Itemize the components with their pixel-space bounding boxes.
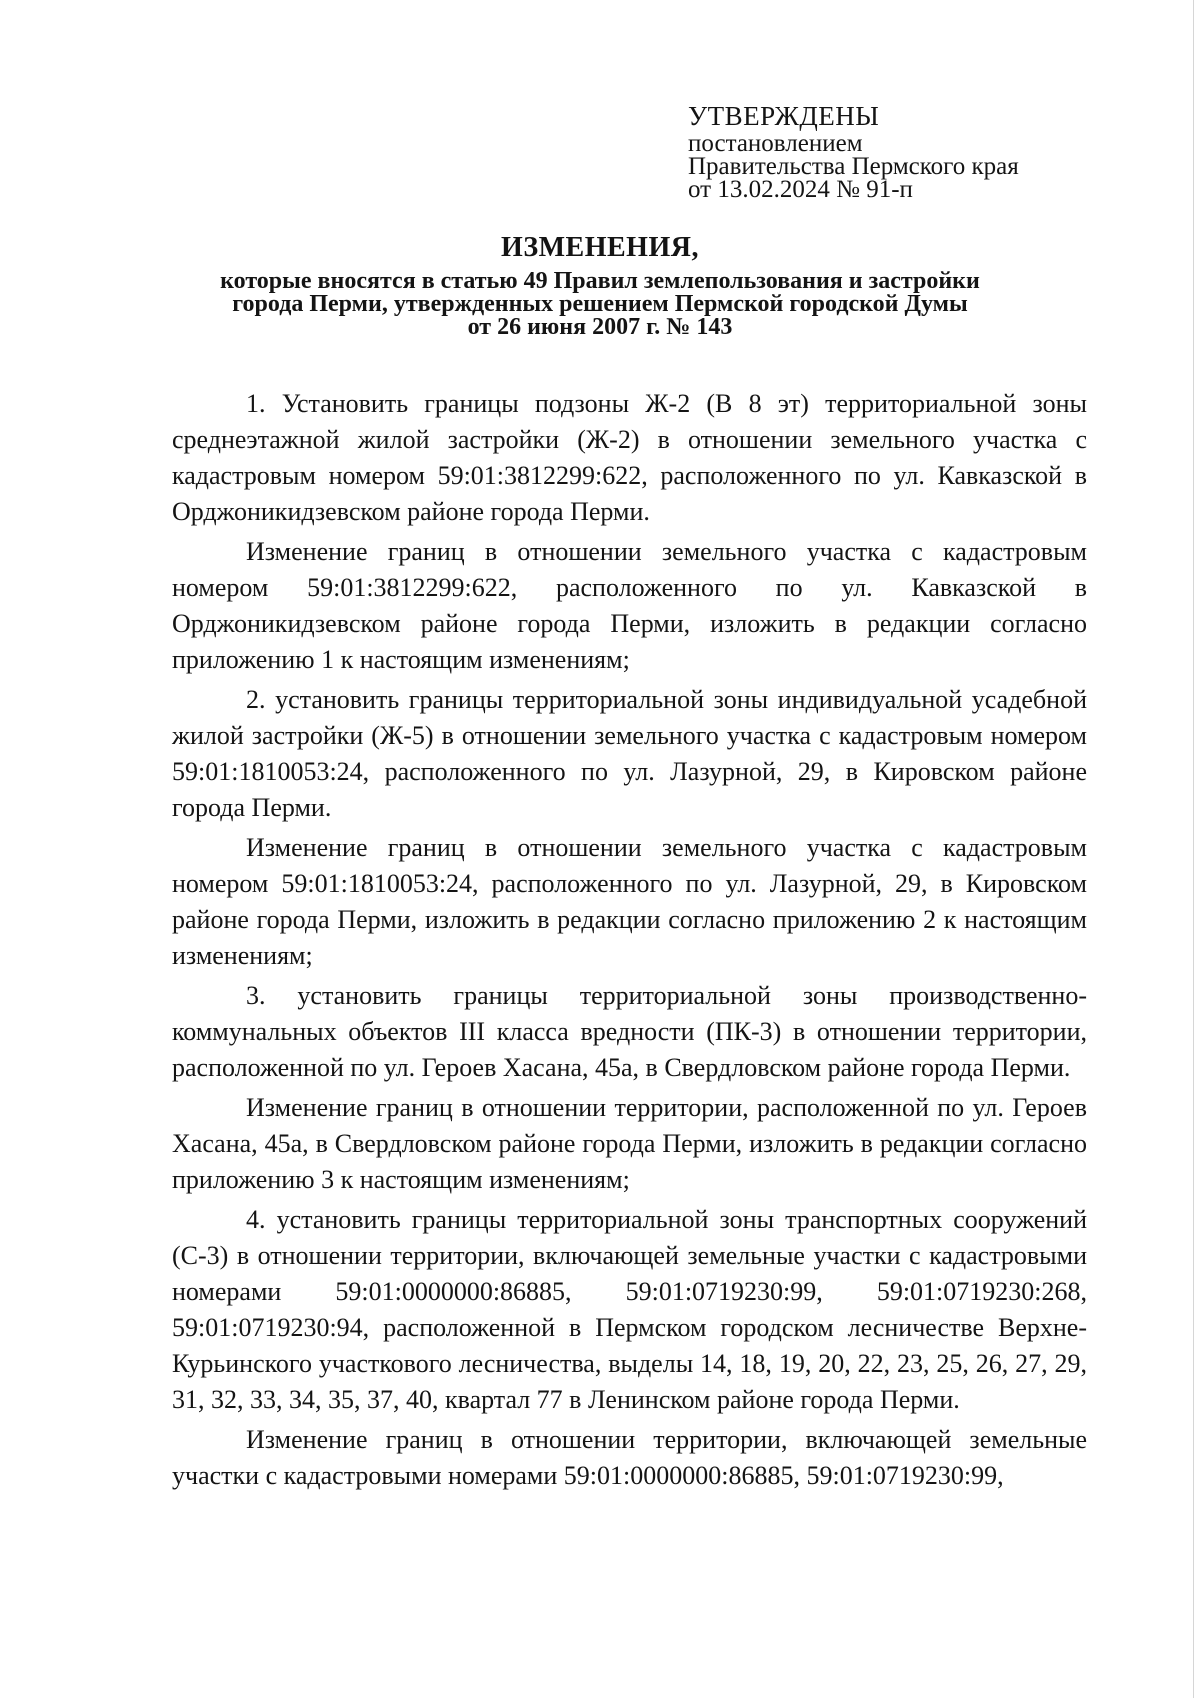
- paragraph: Изменение границ в отношении территории, расположенной по ул. Героев Хасана, 45а, в Свердловском районе города Перми, изложить в редакции согласно приложению 3 к настоящим изменениям;: [172, 1093, 1087, 1194]
- document-title: ИЗМЕНЕНИЯ,: [501, 232, 699, 263]
- approval-line: постановлением: [688, 130, 863, 157]
- subtitle-line: от 26 июня 2007 г. № 143: [467, 314, 733, 340]
- paragraph: Изменение границ в отношении земельного участка с кадастровым номером 59:01:3812299:622, расположенного по ул. Кавказской в Орджоникидзевском районе города Перми, изложить в редакции согласно приложению 1 к настоящим изменениям;: [172, 537, 1087, 674]
- paragraph: 3. установить границы территориальной зоны производственно-коммунальных объектов III класса вредности (ПК-3) в отношении территории, расположенной по ул. Героев Хасана, 45а, в Свердловском районе города Перми.: [172, 981, 1087, 1082]
- approval-title: УТВЕРЖДЕНЫ: [688, 101, 880, 131]
- document-subtitle: [150, 270, 1050, 339]
- paragraph: 4. установить границы территориальной зоны транспортных сооружений (С-3) в отношении территории, включающей земельные участки с кадастровыми номерами 59:01:0000000:86885, 59:01:0719230:99, 59:01:0719230:268, 59:01:0719230:94, расположенной в Пермском городском лесничестве Верхне-Курьинского участкового лесничества, выделы 14, 18, 19, 20, 22, 23, 25, 26, 27, 29, 31, 32, 33, 34, 35, 37, 40, квартал 77 в Ленинском районе города Перми.: [172, 1205, 1087, 1414]
- subtitle-line: которые вносятся в статью 49 Правил землепользования и застройки: [220, 268, 980, 294]
- approval-line: от 13.02.2024 № 91-п: [688, 176, 913, 203]
- page-edge-line: [1193, 0, 1194, 1698]
- subtitle-line: города Перми, утвержденных решением Пермской городской Думы: [232, 291, 968, 317]
- paragraph: 2. установить границы территориальной зоны индивидуальной усадебной жилой застройки (Ж-5) в отношении земельного участка с кадастровым номером 59:01:1810053:24, расположенного по ул. Лазурной, 29, в Кировском районе города Перми.: [172, 685, 1087, 822]
- approval-line: Правительства Пермского края: [688, 153, 1019, 180]
- paragraph: Изменение границ в отношении земельного участка с кадастровым номером 59:01:1810053:24, расположенного по ул. Лазурной, 29, в Кировском районе города Перми, изложить в редакции согласно приложению 2 к настоящим изменениям;: [172, 833, 1087, 970]
- approval-stamp-block: [688, 100, 1108, 201]
- paragraph: 1. Установить границы подзоны Ж-2 (В 8 эт) территориальной зоны среднеэтажной жилой застройки (Ж-2) в отношении земельного участка с кадастровым номером 59:01:3812299:622, расположенного по ул. Кавказской в Орджоникидзевском районе города Перми.: [172, 389, 1087, 526]
- paragraph: Изменение границ в отношении территории, включающей земельные участки с кадастровыми номерами 59:01:0000000:86885, 59:01:0719230:99,: [172, 1425, 1087, 1490]
- document-body: [172, 386, 1087, 1498]
